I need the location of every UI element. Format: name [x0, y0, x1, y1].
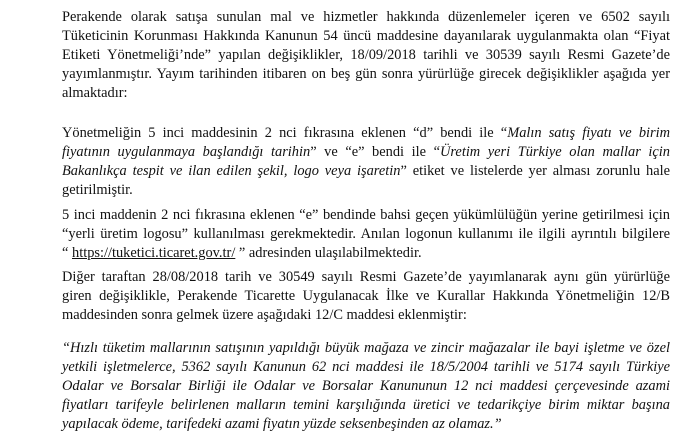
text-line: Perakende olarak satışa sunulan mal ve hizmetler hakkında düzenlemeler içeren ve 6502 sayılı	[62, 9, 670, 25]
paragraph-logo-info	[62, 206, 670, 263]
tuketici-link[interactable]: https://tuketici.ticaret.gov.tr/	[72, 245, 236, 261]
text-line: Odalar ve Borsalar Birliği ile Odalar ve Borsalar Kanununun 12 nci maddesi çerçevesinde azami	[62, 378, 670, 394]
text-line	[62, 124, 670, 143]
paragraph-article-5	[62, 124, 670, 200]
paragraph-retail-regulation	[62, 268, 670, 325]
text-line: getirilmiştir.	[62, 182, 133, 198]
text-line: fiyatları tarifeyle belirlenen malların temini karşılığında üretici ve tedarikçiye birim miktar başına	[62, 397, 670, 413]
italic-run: Üretim yeri Türkiye olan mallar için	[439, 144, 670, 160]
text-run: ” adresinden ulaşılabilmektedir.	[235, 245, 422, 261]
text-line: Tüketicinin Korunması Hakkında Kanunun 54 üncü maddesine dayanılarak uygulanmakta olan “Fiyat	[62, 28, 670, 44]
text-line: yapılacak ödeme, tarifedeki azami fiyatın yüzde seksenbeşinden az olamaz.”	[62, 416, 502, 432]
text-line: giren değişiklikle, Perakende Ticarette Uygulanacak İlke ve Kurallar Hakkında Yönetmeliğin 12/B	[62, 288, 670, 304]
text-run: Yönetmeliğin 5 inci maddesinin 2 nci fıkrasına eklenen “d” bendi ile “	[62, 125, 508, 141]
paragraph-intro	[62, 8, 670, 103]
paragraph-quote	[62, 339, 670, 434]
text-line: maddesinden sonra gelmek üzere aşağıdaki 12/C maddesi eklenmiştir:	[62, 307, 467, 323]
text-line: “yerli üretim logosu” kullanılması gerekmektedir. Anılan logonun kullanımı ile ilgili ayrıntılı bilgilere	[62, 226, 670, 242]
text-line: Etiketi Yönetmeliği’nde” yapılan değişiklikler, 18/09/2018 tarihli ve 30539 sayılı Resmi Gazete’de	[62, 47, 670, 63]
text-run: ” etiket ve listelerde yer alması zorunlu hale	[400, 163, 671, 179]
text-line	[62, 143, 670, 162]
italic-run: fiyatının uygulanmaya başlandığı tarihin	[62, 144, 311, 160]
text-line: Diğer taraftan 28/08/2018 tarih ve 30549 sayılı Resmi Gazete’de yayımlanarak aynı gün yürürlüğe	[62, 269, 670, 285]
text-line: “Hızlı tüketim mallarının satışının yapıldığı büyük mağaza ve zincir mağazalar ile bayi işletme ve özel	[62, 340, 670, 356]
italic-run: Bakanlıkça tespit ve ilan edilen şekil, logo veya işaretin	[62, 163, 401, 179]
text-line: yayımlanmıştır. Yayım tarihinden itibaren on beş gün sonra yürürlüğe girecek değişiklikler aşağıda yer	[62, 66, 670, 82]
text-run: “	[62, 245, 72, 261]
text-line: almaktadır:	[62, 85, 128, 101]
text-run: ” ve “e” bendi ile “	[310, 144, 440, 160]
text-line: yetkili işletmelerce, 5362 sayılı Kanunun 62 nci maddesi ile 18/5/2004 tarihli ve 5174 sayılı Türkiye	[62, 359, 670, 375]
text-line: 5 inci maddenin 2 nci fıkrasına eklenen “e” bendinde bahsi geçen yükümlülüğün yerine getirilmesi için	[62, 207, 670, 223]
italic-run: Malın satış fiyatı ve birim	[507, 125, 670, 141]
text-line	[62, 244, 670, 263]
text-line	[62, 162, 670, 181]
